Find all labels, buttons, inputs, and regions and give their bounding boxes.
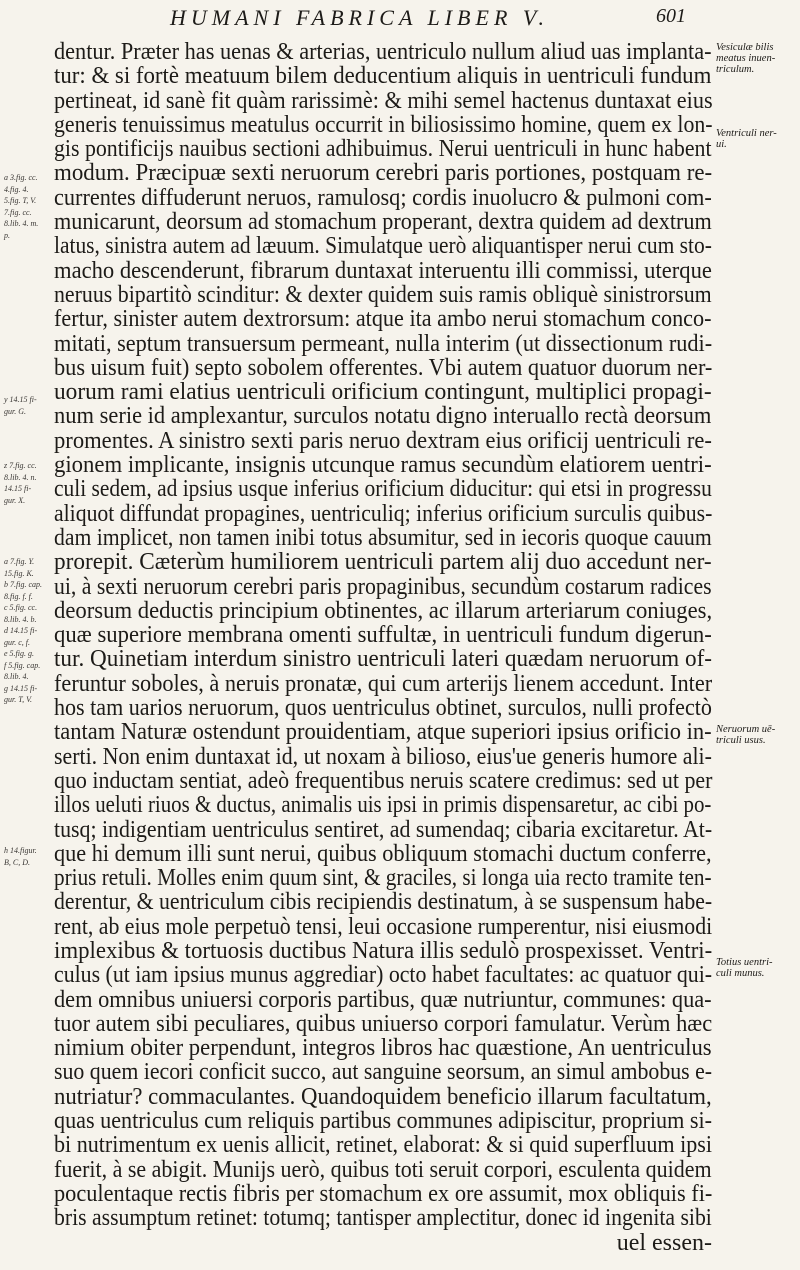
margin-reference-line: d 14.15 fi- [4, 626, 38, 635]
margin-note-line: triculi usus. [716, 735, 766, 746]
margin-reference-line: 8.lib. 4. n. [4, 472, 37, 482]
margin-reference-line: c 5.fig. cc. [4, 603, 38, 612]
margin-reference-line: a 3.fig. cc. [4, 173, 38, 182]
margin-reference-line: h 14.figur. [4, 846, 37, 855]
text-line: prius retuli. Molles enim quum sint, & graciles, si longa uia recto tramite ten- [54, 865, 712, 892]
text-line: illos ueluti riuos & ductus, animalis uis ipsi in primis dispensaretur, ac cibi po- [54, 792, 712, 819]
text-line: suo quem iecori conficit succo, aut sanguine seorsum, an simul ambobus e- [54, 1059, 713, 1086]
margin-note-right [716, 42, 796, 75]
page-header [0, 3, 800, 37]
text-line: gionem implicante, insignis utcunque ramus secundùm elatiorem uentri- [54, 452, 712, 479]
margin-reference-line: 8.lib. 4. [4, 672, 29, 681]
margin-note-right [716, 957, 796, 979]
margin-reference-line: 5.fig. T, V. [4, 196, 37, 205]
text-line: mitati, septum transuersum permeant, nulla interim (ut dissectionum rudi- [54, 330, 713, 357]
body-text [54, 40, 712, 1255]
margin-reference-line: 7.fig. cc. [4, 207, 32, 217]
text-line: poculentaque rectis fibris per stomachum ex ore assumit, mox obliquis fi- [54, 1180, 713, 1207]
text-line: uorum rami elatius uentriculi orificium contingunt, multiplici propagi- [54, 379, 712, 406]
text-line: num serie id amplexantur, surculos notatu digno interuallo rectà deorsum [54, 403, 712, 430]
text-line: nutriatur? commaculantes. Quandoquidem beneficio illarum facultatum, [54, 1083, 712, 1110]
text-line: culi sedem, ad ipsius usque inferius orificium diducitur: qui etsi in progressu [54, 476, 712, 503]
text-line: bris assumptum retinet: totumq; tantisper amplectitur, donec id ingenita sibi [54, 1205, 712, 1232]
text-line: culus (ut iam ipsius munus aggrediar) octo habet facultates: ac quatuor qui- [54, 962, 713, 989]
text-line: deorsum deductis principium obtinentes, ac illarum arteriarum coniuges, [54, 597, 713, 624]
text-line: gis pontificijs nauibus sectioni adhibuimus. Nerui uentriculi in hunc habent [54, 136, 712, 163]
text-line: quo inductam sentiat, adeò frequentibus neruis scatere credimus: sed ut per [54, 767, 713, 794]
text-line: implexibus & tortuosis ductibus Natura illis sedulò prospexisset. Ventri- [54, 937, 713, 964]
text-line: pertineat, id sanè fit quàm rarissimè: & mihi semel hactenus duntaxat eius [54, 87, 713, 114]
margin-reference-line: gur. X. [4, 495, 26, 505]
margin-note-left [4, 556, 52, 706]
text-line: generis tenuissimus meatulus occurrit in biliosissimo homine, quem ex lon- [54, 111, 713, 138]
text-line: bi nutrimentum ex uenis allicit, retinet, elaborat: & si quid superfluum ipsi [54, 1132, 712, 1159]
margin-note-left [4, 172, 52, 241]
running-head: HUMANI FABRICA LIBER V. [170, 5, 549, 30]
margin-note-line: Vesiculæ bilis [716, 42, 774, 53]
text-line: nimium obiter perpendunt, integros libros hac quæstione, An uentriculus [54, 1035, 712, 1062]
margin-reference-line: 8.lib. 4. m. [4, 219, 39, 228]
margin-note-line: triculum. [716, 64, 755, 75]
margin-reference-line: 8.fig. f. f. [4, 591, 33, 601]
margin-reference-line: 8.lib. 4. b. [4, 614, 37, 624]
margin-reference-line: 14.15 fi- [4, 484, 32, 493]
text-line: dem omnibus uniuersi corporis partibus, quæ nutriuntur, communes: qua- [54, 986, 712, 1013]
text-line: aliquot diffundat propagines, uentriculiq; inferius orificium surculis quibus- [54, 500, 713, 527]
margin-reference-line: b 7.fig. cap. [4, 580, 42, 589]
text-line: tusq; indigentiam uentriculus sentiret, ad sumendaq; cibaria excitaretur. At- [54, 816, 713, 843]
margin-note-left [4, 394, 52, 417]
margin-reference-line: gur. T, V. [4, 695, 32, 704]
text-line: latus, sinistra autem ad læuum. Simulatque uerò aliquantisper nerui cum sto- [54, 233, 712, 260]
margin-reference-line: gur. G. [4, 406, 27, 416]
text-line: dam implicet, non tamen inibi totus absumitur, sed in iecoris quoque cauum [54, 524, 712, 551]
text-line: ui, à sexti neruorum cerebri paris propaginibus, secundùm costarum radices [54, 573, 712, 600]
margin-note-right [716, 128, 796, 150]
margin-note-left [4, 460, 52, 506]
text-line: fuerit, à se abigit. Munijs uerò, quibus toti seruit corpori, esculenta quidem [54, 1156, 712, 1183]
text-line: uel essen- [616, 1229, 712, 1256]
margin-reference-line: g 14.15 fi- [4, 683, 38, 693]
margin-reference-line: 15.fig. K. [4, 568, 34, 578]
text-line: fertur, sinister autem dextrorsum: atque ita ambo nerui stomachum conco- [54, 306, 712, 333]
text-line: tantam Naturæ ostendunt prouidentiam, atque superiori ipsius orificio in- [54, 719, 712, 746]
margin-reference-line: 4.fig. 4. [4, 184, 29, 194]
text-line: prorepit. Cæterùm humiliorem uentriculi partem alij duo accedunt ner- [54, 549, 712, 576]
text-line: hos tam uarios neruorum, quos uentriculus obtinet, surculos, nulli profectò [54, 695, 712, 722]
text-line: feruntur soboles, à neruis pronatæ, qui cum arterijs lienem accedunt. Inter [54, 670, 713, 697]
text-line: que hi demum illi sunt nerui, quibus obliquum stomachi ductum conferre, [54, 840, 712, 867]
margin-reference-line: z 7.fig. cc. [4, 461, 37, 470]
text-line: tur: & si fortè meatuum bilem deducentium aliquis in uentriculi fundum [54, 63, 712, 90]
margin-note-line: culi munus. [716, 968, 765, 979]
text-line: municarunt, deorsum ad stomachum properant, dextra quidem ad dextrum [54, 209, 712, 236]
text-line: quas uentriculus cum reliquis partibus communes adipiscitur, proprium si- [54, 1108, 713, 1135]
text-line: tur. Quinetiam interdum sinistro uentriculi lateri quædam neruorum of- [54, 646, 712, 673]
margin-reference-line: p. [4, 230, 10, 240]
margin-note-line: Neruorum uē- [716, 724, 776, 735]
margin-reference-line: f 5.fig. cap. [4, 660, 41, 670]
text-line: modum. Præcipuæ sexti neruorum cerebri paris portiones, postquam re- [54, 160, 713, 187]
margin-note-line: Ventriculi ner- [716, 128, 777, 139]
text-line: dentur. Præter has uenas & arterias, uentriculo nullum aliud uas implanta- [54, 39, 712, 65]
margin-reference-line: y 14.15 fi- [4, 395, 37, 404]
text-line: serti. Non enim duntaxat id, ut noxam à bilioso, eius'ue generis humore ali- [54, 743, 712, 770]
text-line: bus uisum fuit) septo sobolem offerentes. Vbi autem quatuor duorum ner- [54, 354, 713, 381]
text-line: rent, ab eius mole perpetuò tensi, leui occasione rumperentur, nisi eiusmodi [54, 913, 713, 940]
margin-note-line: Totius uentri- [716, 957, 773, 968]
text-line: neruus bipartitò scinditur: & dexter quidem suis ramis obliquè sinistrorsum [54, 281, 712, 308]
margin-note-line: meatus inuen- [716, 53, 776, 64]
text-line: currentes diffuderunt neruos, ramulosq; cordis inuolucro & pulmoni com- [54, 184, 712, 211]
text-line: derentur, & uentriculum cibis recipiendis destinatum, à se suspensum habe- [54, 889, 713, 916]
page-number: 601 [656, 5, 686, 27]
text-line: promentes. A sinistro sexti paris neruo dextram eius orificij uentriculi re- [54, 427, 712, 454]
margin-reference-line: a 7.fig. Y. [4, 557, 35, 566]
text-line: macho descenderunt, fibrarum duntaxat interuentu illi commissi, uterque [54, 257, 712, 284]
margin-note-right [716, 724, 796, 746]
margin-reference-line: gur. c, f. [4, 637, 30, 647]
margin-reference-line: e 5.fig. g. [4, 649, 34, 658]
text-line: tuor autem sibi peculiares, quibus uniuerso corpori famulatur. Verùm hæc [54, 1010, 713, 1037]
text-line: quæ superiore membrana omenti suffultæ, in uentriculi fundum digerun- [54, 622, 712, 649]
margin-note-left [4, 845, 52, 868]
margin-note-line: ui. [716, 139, 727, 150]
margin-reference-line: B, C, D. [4, 857, 30, 867]
